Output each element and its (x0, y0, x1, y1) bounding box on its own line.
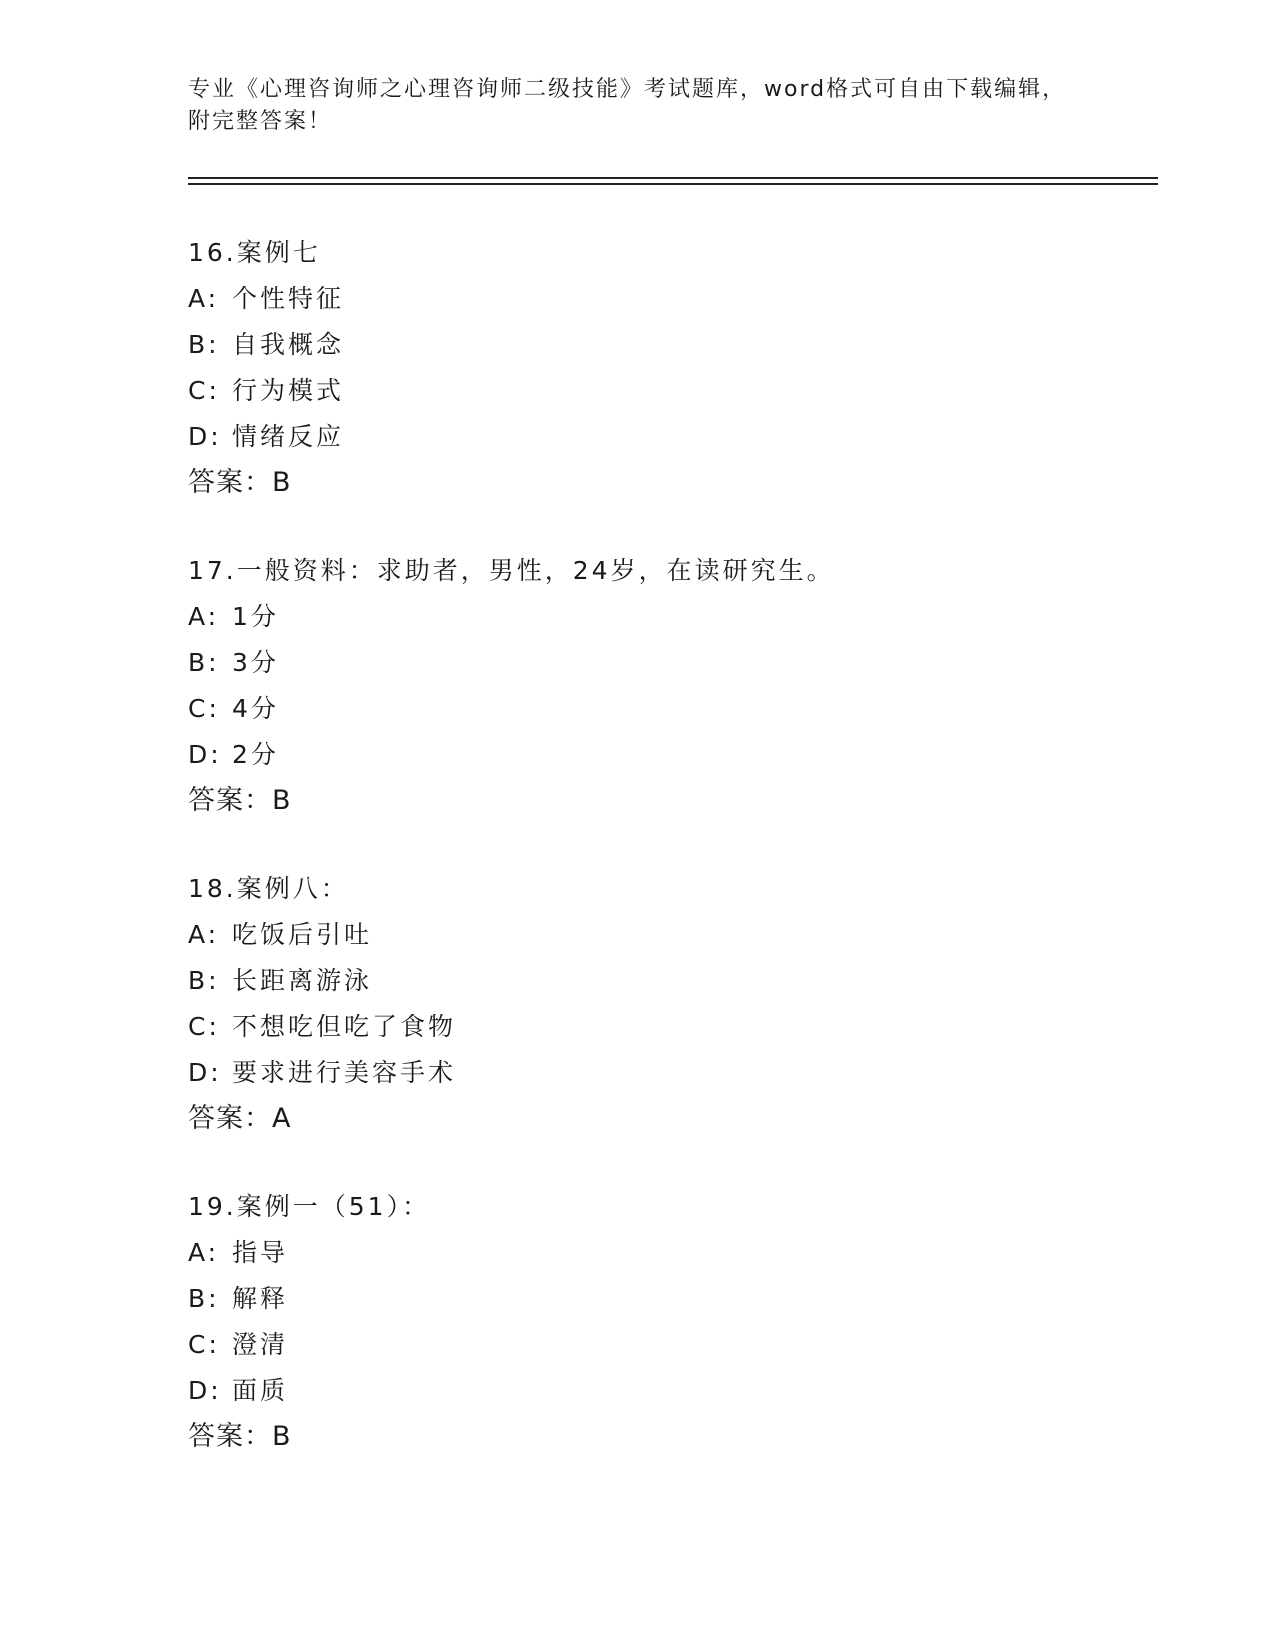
question-title: 18.案例八： (188, 874, 349, 903)
question-title: 17.一般资料：求助者，男性，24岁，在读研究生。 (188, 556, 835, 585)
question-title: 19.案例一（51）： (188, 1192, 431, 1221)
option-text: 情绪反应 (232, 422, 345, 451)
option-text: 4分 (232, 694, 279, 723)
option-label: C: (188, 1330, 220, 1359)
option-d (188, 414, 1148, 460)
document-header: 专业《心理咨询师之心理咨询师二级技能》考试题库，word格式可自由下载编辑，附完整答案！ (188, 77, 1067, 134)
option-text: 行为模式 (232, 376, 345, 405)
option-text: 自我概念 (232, 330, 345, 359)
option-label: C: (188, 376, 220, 405)
option-label: A: (188, 1238, 220, 1267)
option-d (188, 732, 1148, 778)
header-rule-top (188, 177, 1158, 179)
option-b (188, 640, 1148, 686)
option-label: C: (188, 694, 220, 723)
option-label: B: (188, 330, 220, 359)
option-b (188, 322, 1148, 368)
question-18 (188, 866, 1148, 1142)
option-text: 1分 (232, 602, 279, 631)
option-label: B: (188, 1284, 220, 1313)
option-c (188, 1322, 1148, 1368)
option-label: B: (188, 966, 220, 995)
option-label: D: (188, 1376, 222, 1405)
option-a (188, 912, 1148, 958)
answer: 答案：A (188, 1103, 292, 1134)
option-text: 要求进行美容手术 (232, 1058, 457, 1087)
option-text: 个性特征 (232, 284, 345, 313)
option-label: A: (188, 920, 220, 949)
question-title: 16.案例七 (188, 238, 321, 267)
header-rule-bottom (188, 183, 1158, 185)
option-d (188, 1050, 1148, 1096)
option-a (188, 1230, 1148, 1276)
option-text: 3分 (232, 648, 279, 677)
question-19 (188, 1184, 1148, 1460)
option-text: 指导 (232, 1238, 289, 1267)
answer: 答案：B (188, 785, 292, 816)
option-text: 澄清 (232, 1330, 289, 1359)
option-label: C: (188, 1012, 220, 1041)
option-c (188, 686, 1148, 732)
option-text: 解释 (232, 1284, 289, 1313)
answer: 答案：B (188, 1421, 292, 1452)
option-text: 吃饭后引吐 (232, 920, 373, 949)
option-text: 面质 (232, 1376, 289, 1405)
option-c (188, 368, 1148, 414)
option-label: D: (188, 1058, 222, 1087)
answer: 答案：B (188, 467, 292, 498)
option-b (188, 1276, 1148, 1322)
option-label: A: (188, 284, 220, 313)
option-label: D: (188, 740, 222, 769)
option-text: 长距离游泳 (232, 966, 373, 995)
question-17 (188, 548, 1148, 824)
option-label: D: (188, 422, 222, 451)
option-label: B: (188, 648, 220, 677)
option-text: 2分 (232, 740, 279, 769)
option-d (188, 1368, 1148, 1414)
option-label: A: (188, 602, 220, 631)
option-b (188, 958, 1148, 1004)
question-16 (188, 230, 1148, 506)
option-a (188, 594, 1148, 640)
option-c (188, 1004, 1148, 1050)
option-text: 不想吃但吃了食物 (232, 1012, 457, 1041)
option-a (188, 276, 1148, 322)
